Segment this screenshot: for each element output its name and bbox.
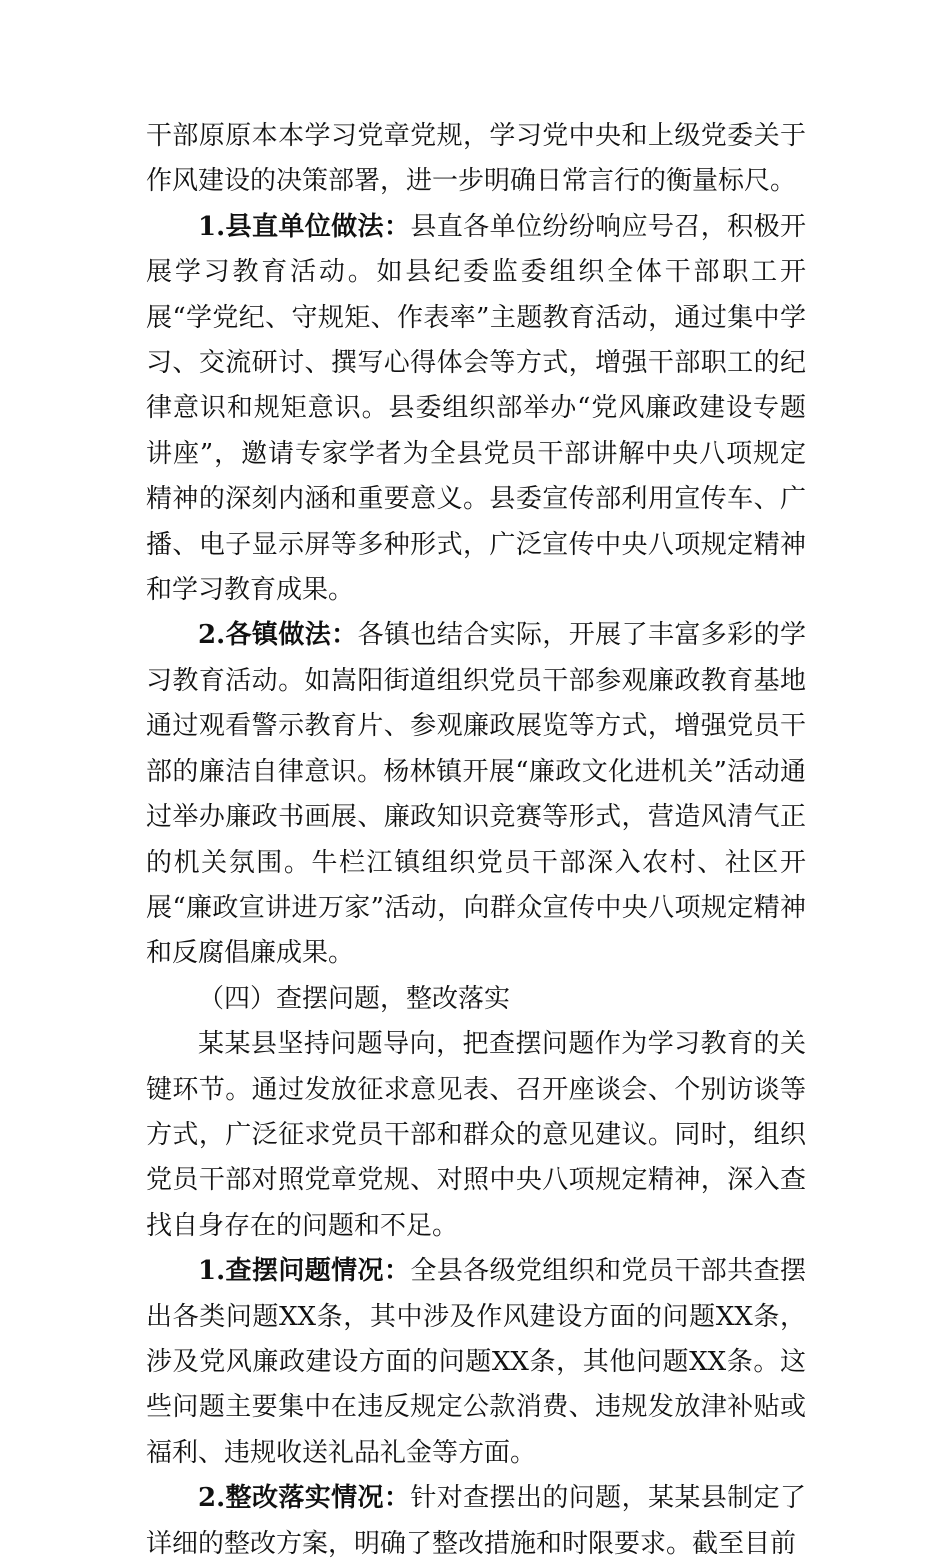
- paragraph-text: 全县各级党组织和党员干部共查摆出各类问题XX条，其中涉及作风建设方面的问题XX条，涉及党风廉政建设方面的问题XX条，其他问题XX条。这些问题主要集中在违反规定公款消费、违规发放津补贴或福利、违规收送礼品礼金等方面。: [146, 1256, 806, 1468]
- paragraph-towns: [146, 613, 806, 976]
- paragraph-continuation: 干部原原本本学习党章党规，学习党中央和上级党委关于作风建设的决策部署，进一步明确日常言行的衡量标尺。: [146, 121, 806, 197]
- document-page: [146, 114, 806, 1567]
- section-heading: （四）查摆问题，整改落实: [198, 983, 511, 1014]
- paragraph-problem-approach: 某某县坚持问题导向，把查摆问题作为学习教育的关键环节。通过发放征求意见表、召开座谈会、个别访谈等方式，广泛征求党员干部和群众的意见建议。同时，组织党员干部对照党章党规、对照中央八项规定精神，深入查找自身存在的问题和不足。: [146, 1029, 806, 1241]
- paragraph-county-units: [146, 205, 806, 614]
- paragraph-lead: 1.县直单位做法：: [198, 211, 411, 242]
- paragraph-rectification: [146, 1476, 806, 1567]
- paragraph-text: 县直各单位纷纷响应号召，积极开展学习教育活动。如县纪委监委组织全体干部职工开展“学党纪、守规矩、作表率”主题教育活动，通过集中学习、交流研讨、撰写心得体会等方式，增强干部职工的纪律意识和规矩意识。县委组织部举办“党风廉政建设专题讲座”，邀请专家学者为全县党员干部讲解中央八项规定精神的深刻内涵和重要意义。县委宣传部利用宣传车、广播、电子显示屏等多种形式，广泛宣传中央八项规定精神和学习教育成果。: [146, 211, 806, 606]
- paragraph-text: 各镇也结合实际，开展了丰富多彩的学习教育活动。如嵩阳街道组织党员干部参观廉政教育基地通过观看警示教育片、参观廉政展览等方式，增强党员干部的廉洁自律意识。杨林镇开展“廉政文化进机关”活动通过举办廉政书画展、廉政知识竞赛等形式，营造风清气正的机关氛围。牛栏江镇组织党员干部深入农村、社区开展“廉政宣讲进万家”活动，向群众宣传中央八项规定精神和反腐倡廉成果。: [146, 620, 806, 969]
- paragraph-text: 针对查摆出的问题，某某县制定了详细的整改方案，明确了整改措施和时限要求。截至目前: [146, 1483, 806, 1559]
- paragraph-problem-findings: [146, 1249, 806, 1476]
- paragraph-lead: 2.整改落实情况：: [198, 1483, 411, 1514]
- paragraph-lead: 2.各镇做法：: [198, 620, 358, 651]
- paragraph-lead: 1.查摆问题情况：: [198, 1256, 411, 1287]
